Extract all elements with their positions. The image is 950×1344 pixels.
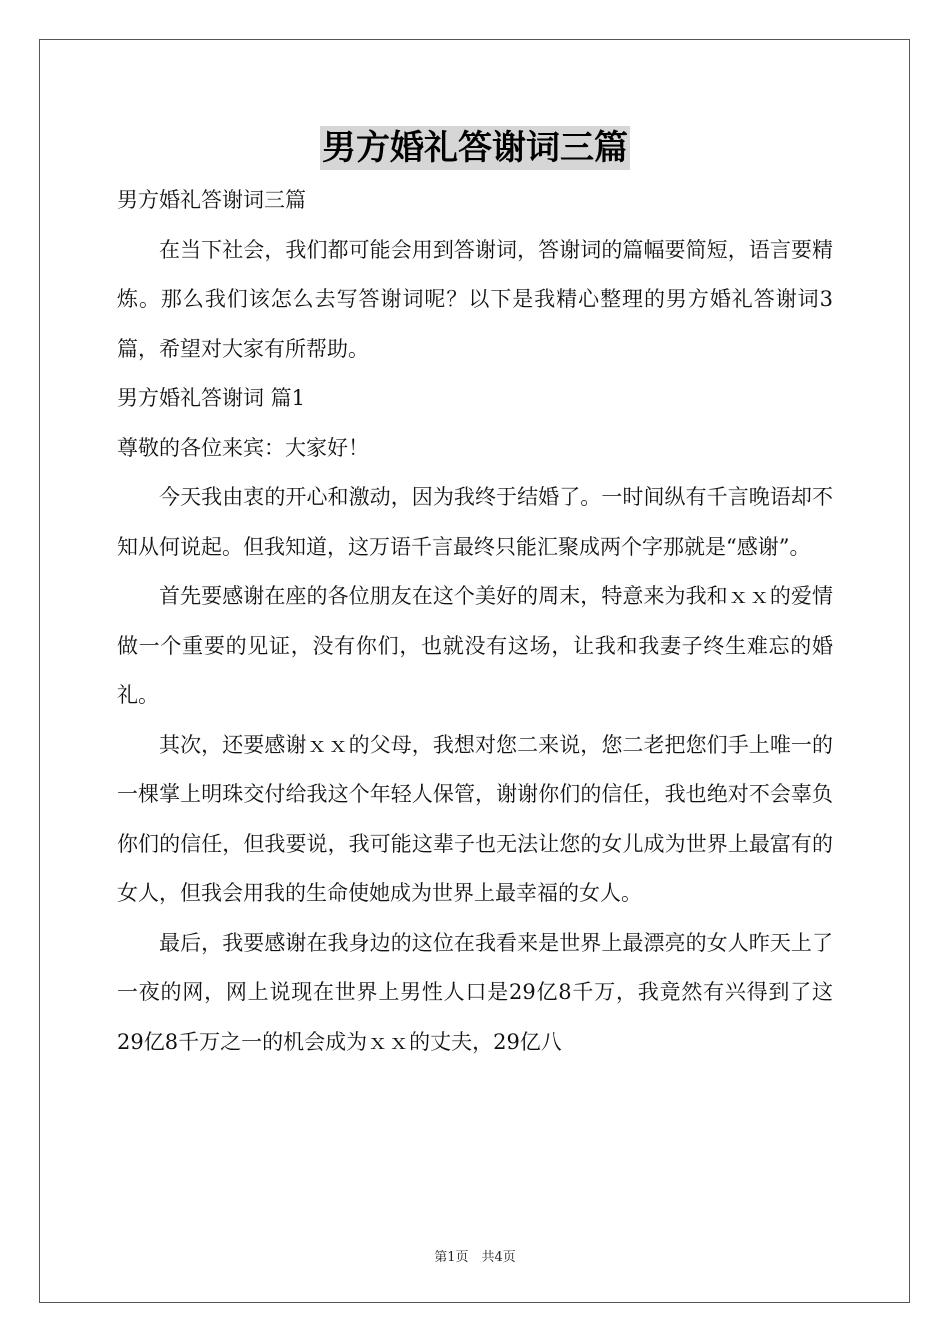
- paragraph: 最后，我要感谢在我身边的这位在我看来是世界上最漂亮的女人昨天上了一夜的网，网上说现在世界上男性人口是29亿8千万，我竟然有兴得到了这29亿8千万之一的机会成为ｘｘ的丈夫，29亿八: [117, 930, 833, 1054]
- document-body: [117, 176, 833, 1067]
- paragraph: 首先要感谢在座的各位朋友在这个美好的周末，特意来为我和ｘｘ的爱情做一个重要的见证，没有你们，也就没有这场，让我和我妻子终生难忘的婚礼。: [117, 584, 833, 707]
- page-footer: 第1页 共4页: [434, 1250, 516, 1265]
- title-area: [0, 126, 950, 170]
- paragraph: 在当下社会，我们都可能会用到答谢词，答谢词的篇幅要简短，语言要精炼。那么我们该怎么去写答谢词呢？以下是我精心整理的男方婚礼答谢词3篇，希望对大家有所帮助。: [117, 237, 833, 361]
- paragraph: 男方婚礼答谢词 篇1: [117, 386, 306, 410]
- paragraph: 其次，还要感谢ｘｘ的父母，我想对您二来说，您二老把您们手上唯一的一棵掌上明珠交付给我这个年轻人保管，谢谢你们的信任，我也绝对不会辜负你们的信任，但我要说，我可能这辈子也无法让您的女儿成为世界上最富有的女人，但我会用我的生命使她成为世界上最幸福的女人。: [117, 732, 833, 905]
- paragraph: 今天我由衷的开心和激动，因为我终于结婚了。一时间纵有千言晚语却不知从何说起。但我知道，这万语千言最终只能汇聚成两个字那就是“感谢”。: [117, 485, 833, 559]
- paragraph: 尊敬的各位来宾：大家好！: [117, 435, 369, 460]
- document-title: 男方婚礼答谢词三篇: [322, 128, 628, 168]
- paragraph: 男方婚礼答谢词三篇: [117, 188, 306, 212]
